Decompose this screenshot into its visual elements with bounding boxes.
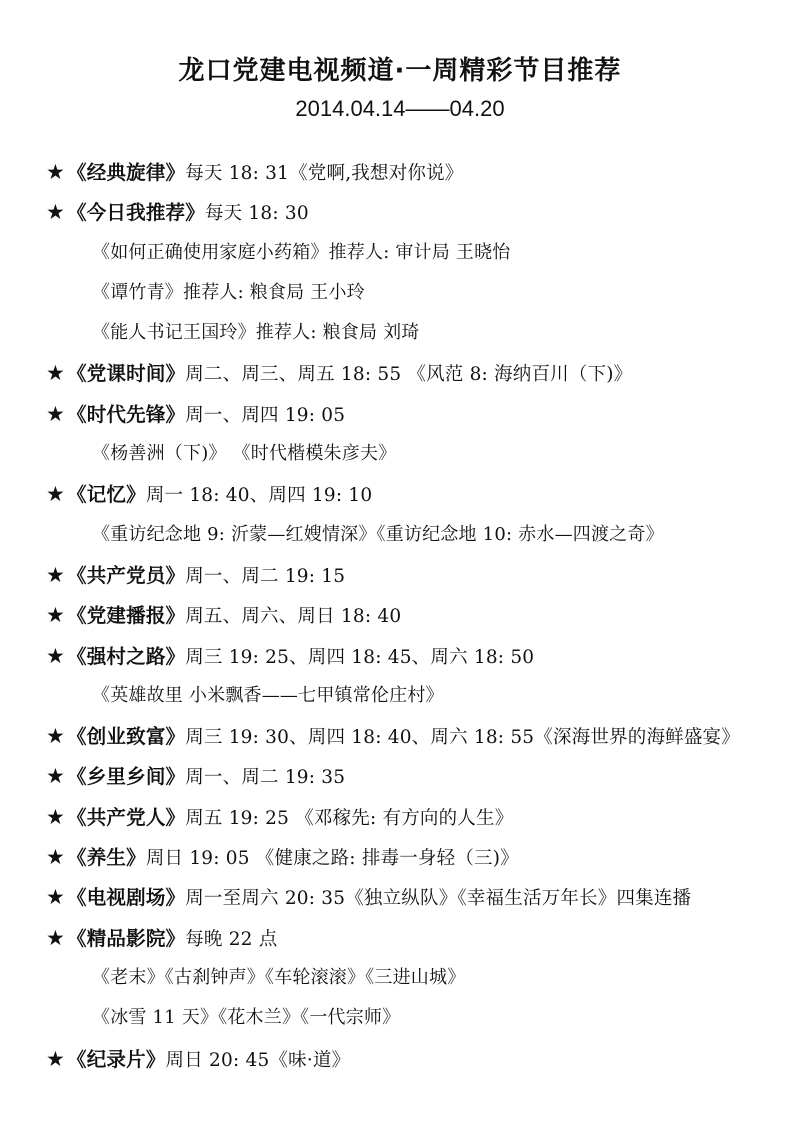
program-line	[46, 877, 786, 917]
star-icon: ★	[46, 1046, 66, 1071]
star-icon: ★	[46, 804, 66, 829]
program-line	[46, 555, 786, 595]
program-schedule: 周三 19: 30、周四 18: 40、周六 18: 55《深海世界的海鲜盛宴》	[185, 727, 740, 749]
star-icon: ★	[46, 482, 66, 507]
program-detail-text: 《英雄故里 小米飘香——七甲镇常伦庄村》	[92, 684, 444, 706]
program-line	[46, 353, 786, 393]
program-line	[46, 1039, 786, 1079]
program-line	[46, 636, 786, 676]
program-line	[46, 152, 786, 192]
star-icon: ★	[46, 200, 66, 225]
program-detail-line	[46, 434, 786, 474]
program-schedule: 周五 19: 25 《邓稼先: 有方向的人生》	[185, 807, 514, 829]
program-name: 《乡里乡间》	[67, 765, 186, 789]
date-range: 2014.04.14——04.20	[295, 96, 505, 121]
program-schedule: 每晚 22 点	[185, 928, 278, 950]
program-schedule: 每天 18: 31《党啊,我想对你说》	[185, 163, 464, 184]
program-detail-text: 《能人书记王国玲》推荐人: 粮食局 刘琦	[92, 322, 420, 344]
program-schedule: 周一、周二 19: 35	[185, 767, 346, 789]
program-name: 《今日我推荐》	[67, 201, 205, 225]
program-schedule: 周一、周二 19: 15	[185, 565, 346, 587]
program-detail-line	[46, 515, 786, 555]
program-line	[46, 716, 786, 756]
program-name: 《记忆》	[67, 483, 146, 507]
program-line	[46, 756, 786, 796]
program-detail-line	[46, 958, 786, 998]
program-detail-text: 《杨善洲（下)》 《时代楷模朱彦夫》	[92, 443, 397, 465]
program-schedule: 周一至周六 20: 35《独立纵队》《幸福生活万年长》四集连播	[185, 888, 692, 910]
program-name: 《精品影院》	[67, 926, 186, 950]
program-detail-line	[46, 998, 786, 1038]
star-icon: ★	[46, 401, 66, 426]
program-name: 《电视剧场》	[67, 886, 186, 910]
program-line	[46, 797, 786, 837]
program-detail-text: 《老末》《古刹钟声》《车轮滚滚》《三进山城》	[92, 966, 466, 988]
program-list	[46, 152, 786, 1079]
program-detail-line	[46, 676, 786, 716]
program-name: 《经典旋律》	[67, 161, 186, 184]
program-line	[46, 918, 786, 958]
star-icon: ★	[46, 845, 66, 870]
program-name: 《纪录片》	[67, 1047, 166, 1071]
program-detail-line	[46, 313, 786, 353]
program-line	[46, 394, 786, 434]
star-icon: ★	[46, 885, 66, 910]
program-schedule: 周一、周四 19: 05	[185, 404, 346, 426]
star-icon: ★	[46, 562, 66, 587]
star-icon: ★	[46, 643, 66, 668]
program-line	[46, 474, 786, 514]
star-icon: ★	[46, 361, 66, 386]
program-schedule: 每天 18: 30	[204, 203, 309, 225]
program-name: 《共产党员》	[67, 563, 186, 587]
program-name: 《创业致富》	[67, 725, 186, 749]
star-icon: ★	[46, 160, 66, 184]
program-name: 《共产党人》	[67, 805, 186, 829]
page-title: 龙口党建电视频道·一周精彩节目推荐	[178, 56, 622, 86]
star-icon: ★	[46, 603, 66, 628]
program-schedule: 周日 20: 45《味·道》	[165, 1049, 351, 1071]
star-icon: ★	[46, 925, 66, 950]
program-detail-line	[46, 233, 786, 273]
program-line	[46, 837, 786, 877]
program-line	[46, 595, 786, 635]
program-detail-text: 《冰雪 11 天》《花木兰》《一代宗师》	[92, 1007, 401, 1029]
program-line	[46, 192, 786, 232]
program-schedule: 周日 19: 05 《健康之路: 排毒一身轻（三)》	[145, 848, 519, 870]
program-detail-text: 《如何正确使用家庭小药箱》推荐人: 审计局 王晓怡	[92, 241, 511, 263]
program-detail-line	[46, 273, 786, 313]
program-name: 《养生》	[67, 846, 146, 870]
program-name: 《强村之路》	[67, 644, 186, 668]
program-name: 《时代先锋》	[67, 402, 186, 426]
program-schedule: 周五、周六、周日 18: 40	[185, 606, 402, 628]
program-name: 《党建播报》	[67, 604, 186, 628]
program-schedule: 周三 19: 25、周四 18: 45、周六 18: 50	[185, 646, 535, 668]
star-icon: ★	[46, 724, 66, 749]
program-schedule: 周二、周三、周五 18: 55 《风范 8: 海纳百川（下)》	[185, 364, 633, 386]
program-schedule: 周一 18: 40、周四 19: 10	[145, 485, 373, 507]
program-name: 《党课时间》	[67, 362, 186, 386]
star-icon: ★	[46, 764, 66, 789]
program-detail-text: 《重访纪念地 9: 沂蒙—红嫂情深》《重访纪念地 10: 赤水—四渡之奇》	[92, 523, 664, 545]
program-detail-text: 《谭竹青》推荐人: 粮食局 王小玲	[92, 281, 365, 303]
